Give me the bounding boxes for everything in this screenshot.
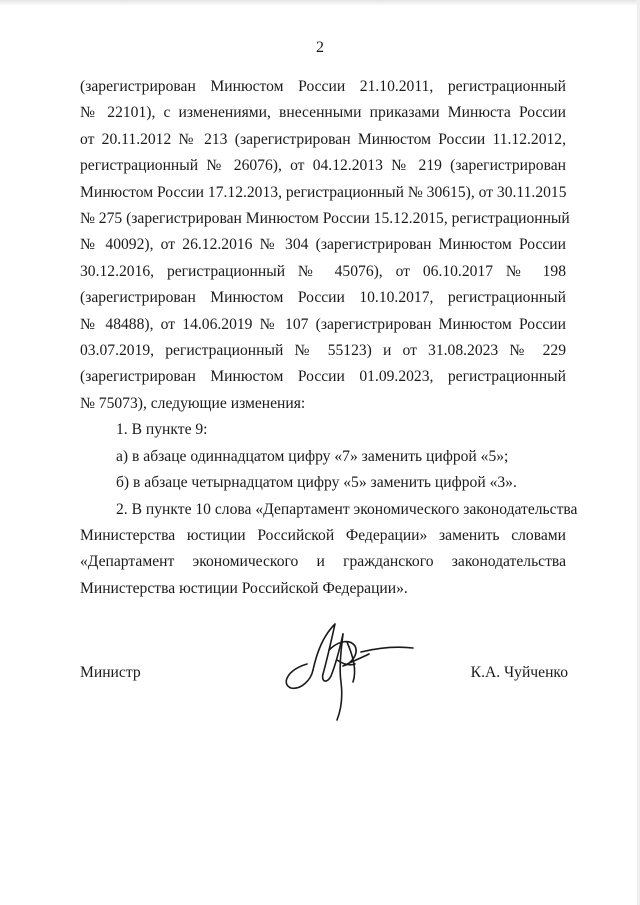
text-line: № 48488), от 14.06.2019 № 107 (зарегистрирован Минюстом России: [80, 315, 566, 333]
text-line: 30.12.2016, регистрационный № 45076), от 06.10.2017 № 198: [80, 262, 566, 280]
text-line: Минюстом России 17.12.2013, регистрационный № 30615), от 30.11.2015: [80, 183, 567, 201]
item-1-sub-b: б) в абзаце четырнадцатом цифру «5» заменить цифрой «3».: [116, 474, 517, 492]
text-line: (зарегистрирован Минюстом России 01.09.2023, регистрационный: [80, 368, 566, 386]
text-line: (зарегистрирован Минюстом России 21.10.2011, регистрационный: [80, 78, 566, 95]
text-line: № 75073), следующие изменения:: [80, 394, 306, 412]
page-number: 2: [316, 39, 324, 56]
item-2-line: «Департамент экономического и гражданского законодательства: [80, 553, 566, 571]
text-line: № 40092), от 26.12.2016 № 304 (зарегистрирован Минюстом России: [80, 236, 566, 254]
text-line: 03.07.2019, регистрационный № 55123) и от 31.08.2023 № 229: [80, 342, 566, 360]
text-line: регистрационный № 26076), от 04.12.2013 № 219 (зарегистрирован: [80, 157, 566, 175]
item-2-line: Министерства юстиции Российской Федерации».: [80, 579, 408, 597]
item-2-line: Министерства юстиции Российской Федерации» заменить словами: [80, 526, 566, 544]
text-line: № 22101), с изменениями, внесенными приказами Минюста России: [80, 104, 566, 122]
signatory-name: К.А. Чуйченко: [470, 664, 568, 681]
text-line: (зарегистрирован Минюстом России 10.10.2017, регистрационный: [80, 289, 566, 307]
document-body: [80, 74, 578, 602]
item-1-sub-a: а) в абзаце одиннадцатом цифру «7» заменить цифрой «5»;: [116, 447, 509, 465]
text-line: от 20.11.2012 № 213 (зарегистрирован Минюстом России 11.12.2012,: [80, 130, 566, 148]
handwritten-signature-icon: [277, 612, 427, 722]
item-2-line: 2. В пункте 10 слова «Департамент экономического законодательства: [116, 500, 578, 518]
signatory-title: Министр: [80, 664, 141, 681]
page-top-edge: [0, 0, 640, 6]
text-line: № 275 (зарегистрирован Минюстом России 15.12.2015, регистрационный: [80, 210, 570, 228]
item-1-heading: 1. В пункте 9:: [116, 421, 208, 439]
